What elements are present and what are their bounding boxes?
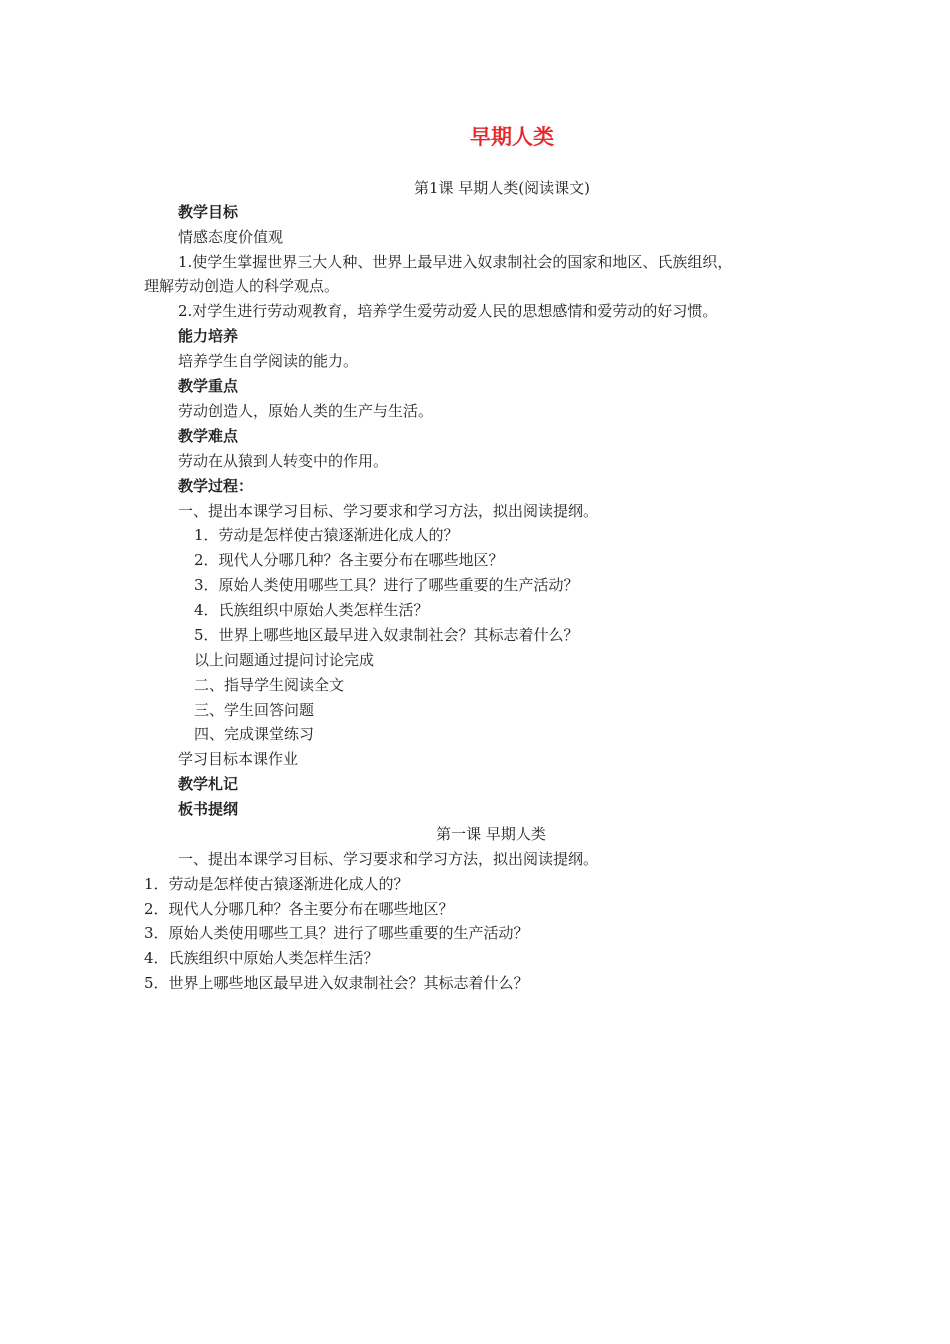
board-heading: 板书提纲 [178,800,239,818]
emotion-paragraph-1-line-2: 理解劳动创造人的科学观点。 [144,277,340,295]
board-question-item: 5．世界上哪些地区最早进入奴隶制社会？其标志着什么？ [144,974,529,992]
notes-heading: 教学札记 [178,775,239,793]
discussion-note: 以上问题通过提问讨论完成 [194,651,375,669]
board-step-1: 一、提出本课学习目标、学习要求和学习方法，拟出阅读提纲。 [178,850,599,868]
process-step-3: 三、学生回答问题 [194,701,315,719]
process-step-1: 一、提出本课学习目标、学习要求和学习方法，拟出阅读提纲。 [178,502,599,520]
board-question-item: 1．劳动是怎样使古猿逐渐进化成人的？ [144,875,409,893]
question-item: 1．劳动是怎样使古猿逐渐进化成人的？ [194,526,459,544]
document-title: 早期人类 [470,125,554,149]
question-item: 4．氏族组织中原始人类怎样生活？ [194,601,429,619]
goal-heading: 教学目标 [178,203,239,221]
board-question-item: 3．原始人类使用哪些工具？进行了哪些重要的生产活动？ [144,924,529,942]
ability-heading: 能力培养 [178,327,239,345]
process-step-4: 四、完成课堂练习 [194,725,315,743]
question-item: 5．世界上哪些地区最早进入奴隶制社会？其标志着什么？ [194,626,579,644]
key-point-text: 劳动创造人，原始人类的生产与生活。 [178,402,434,420]
emotion-heading: 情感态度价值观 [178,228,284,246]
difficulty-text: 劳动在从猿到人转变中的作用。 [178,452,389,470]
emotion-paragraph-1-line-1: 1.使学生掌握世界三大人种、世界上最早进入奴隶制社会的国家和地区、氏族组织， [178,253,733,271]
question-item: 3．原始人类使用哪些工具？进行了哪些重要的生产活动？ [194,576,579,594]
key-point-heading: 教学重点 [178,377,239,395]
process-heading: 教学过程： [178,477,254,495]
lesson-subtitle: 第1课 早期人类(阅读课文) [413,179,591,197]
process-step-2: 二、指导学生阅读全文 [194,676,345,694]
board-question-item: 4．氏族组织中原始人类怎样生活？ [144,949,379,967]
homework-text: 学习目标本课作业 [178,750,299,768]
ability-text: 培养学生自学阅读的能力。 [178,352,359,370]
difficulty-heading: 教学难点 [178,427,239,445]
question-item: 2．现代人分哪几种？各主要分布在哪些地区？ [194,551,504,569]
emotion-paragraph-2: 2.对学生进行劳动观教育，培养学生爱劳动爱人民的思想感情和爱劳动的好习惯。 [178,302,718,320]
board-title: 第一课 早期人类 [436,825,546,843]
board-question-item: 2．现代人分哪几种？各主要分布在哪些地区？ [144,900,454,918]
